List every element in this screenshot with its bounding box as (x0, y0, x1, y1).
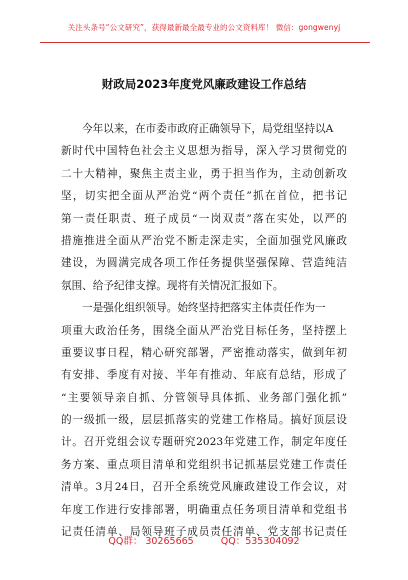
footer-qq-group: QQ群： 30265665 (108, 536, 194, 547)
body-line: 重要议事日程，精心研究部署，严密推动落实，做到年初 (61, 346, 347, 359)
document-body (61, 118, 347, 543)
document-title: 财政局2023年度党风廉政建设工作总结 (101, 77, 307, 91)
body-line: 氛围、给予纪律支撑。现将有关情况汇报如下。 (61, 279, 284, 292)
body-line: 务方案、重点项目清单和党组织书记抓基层党建工作责任 (61, 458, 347, 471)
body-line: 计。召开党组会议专题研究2023年党建工作，制定年度任 (61, 436, 347, 449)
body-line: 坚，切实把全面从严治党“两个责任”抓在首位，把书记 (61, 190, 347, 203)
body-line: 新时代中国特色社会主义思想为指导，深入学习贯彻党的 (61, 145, 347, 158)
footer-contact (0, 533, 408, 547)
header-divider (40, 42, 370, 43)
body-line: 二十大精神，聚焦主责主业，勇于担当作为，主动创新攻 (61, 167, 347, 180)
body-line: 有安排、季度有对接、半年有推动、年底有总结，形成了 (61, 369, 347, 382)
header-banner: 关注头条号“公文研究”，获得最新最全最专业的公文资料库！ 微信：gongwenyj (67, 23, 341, 32)
body-line: 记责任清单、局领导班子成员责任清单、党支部书记责任 (61, 526, 347, 539)
body-line: 建设，为圆满完成各项工作任务提供坚强保障、营造纯洁 (61, 257, 347, 270)
body-line: 一是强化组织领导。始终坚持把落实主体责任作为一 (82, 302, 326, 315)
body-line: 措施推进全面从严治党不断走深走实，全面加强党风廉政 (61, 234, 347, 247)
body-line: 的一级抓一级，层层抓落实的党建工作格局。搞好顶层设 (61, 414, 347, 427)
body-line: 今年以来，在市委市政府正确领导下，局党组坚持以A (82, 123, 334, 135)
body-line: 清单。3月24日，召开全系统党风廉政建设工作会议，对 (61, 481, 347, 494)
footer-qq: QQ：535304092 (220, 536, 300, 547)
body-line: 第一责任职责、班子成员“一岗双责”落在实处，以严的 (61, 212, 347, 225)
body-line: 年度工作进行安排部署，明确重点任务项目清单和党组书 (61, 503, 347, 516)
body-line: “主要领导亲自抓、分管领导具体抓、业务部门强化抓” (61, 391, 347, 404)
body-line: 项重大政治任务，围绕全面从严治党目标任务，坚持摆上 (61, 324, 347, 337)
